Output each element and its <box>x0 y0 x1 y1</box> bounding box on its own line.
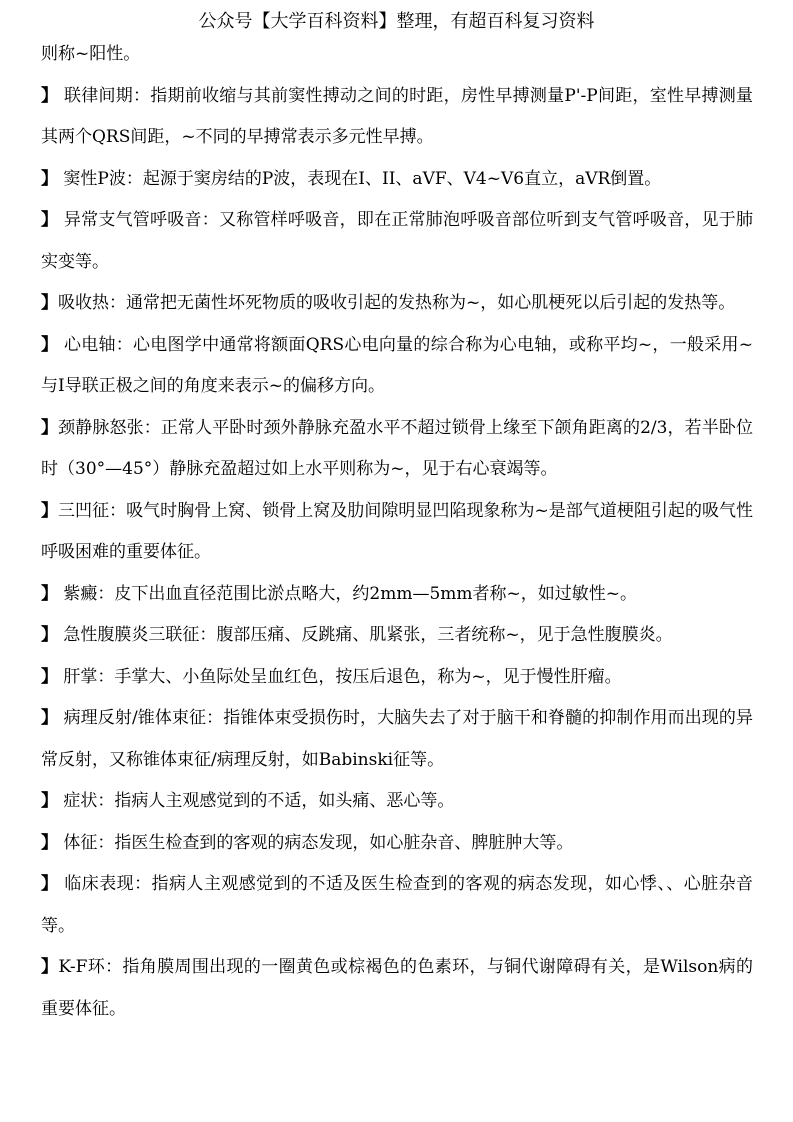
entry-text: 症状：指病人主观感觉到的不适，如头痛、恶心等。 <box>63 791 455 811</box>
document-body <box>41 34 753 1030</box>
entry-paragraph-5 <box>41 325 753 408</box>
entry-text: 颈静脉怒张：正常人平卧时颈外静脉充盈水平不超过锁骨上缘至下颌角距离的2/3，若半卧位时（30°—45°）静脉充盈超过如上水平则称为~，见于右心衰竭等。 <box>41 417 754 479</box>
entry-marker: 】 <box>41 666 58 687</box>
entry-paragraph-12 <box>41 781 753 823</box>
entry-paragraph-7 <box>41 491 753 574</box>
entry-paragraph-8 <box>41 574 753 616</box>
entry-marker: 】 <box>41 583 58 604</box>
entry-paragraph-13 <box>41 823 753 865</box>
entry-paragraph-6 <box>41 408 753 491</box>
entry-text: 心电轴：心电图学中通常将额面QRS心电向量的综合称为心电轴，或称平均~，一般采用~与I导联正极之间的角度来表示~的偏移方向。 <box>41 334 754 396</box>
entry-text: 三凹征：吸气时胸骨上窝、锁骨上窝及肋间隙明显凹陷现象称为~是部气道梗阻引起的吸气性呼吸困难的重要体征。 <box>41 500 754 562</box>
lead-paragraph: 则称~阳性。 <box>41 44 141 64</box>
entry-marker: 】 <box>41 791 58 811</box>
entry-text: 窦性P波：起源于窦房结的P波，表现在I、II、aVF、V4~V6直立，aVR倒置。 <box>63 168 662 189</box>
entry-marker: 】 <box>41 417 59 438</box>
entry-marker: 】 <box>41 293 58 313</box>
entry-text: 紫癜：皮下出血直径范围比淤点略大，约2mm—5mm者称~，如过敏性~。 <box>63 583 638 604</box>
entry-text: 异常支气管呼吸音：又称管样呼吸音，即在正常肺泡呼吸音部位听到支气管呼吸音，见于肺实变等。 <box>41 210 753 272</box>
entry-paragraph-2 <box>41 159 753 201</box>
entry-marker: 】 <box>41 500 59 521</box>
entry-marker: 】 <box>41 708 59 728</box>
entry-marker: 】 <box>41 85 59 106</box>
entry-marker: 】 <box>41 334 59 355</box>
entry-marker: 】 <box>41 957 59 977</box>
entry-text: 肝掌：手掌大、小鱼际处呈血红色，按压后退色，称为~，见于慢性肝瘤。 <box>63 666 622 687</box>
entry-paragraph-14 <box>41 864 753 947</box>
entry-text: 联律间期：指期前收缩与其前窦性搏动之间的时距，房性早搏测量P'-P间距，室性早搏测量其两个QRS间距，~不同的早搏常表示多元性早搏。 <box>41 85 754 147</box>
entry-marker: 】 <box>41 874 59 894</box>
entry-text: K-F环：指角膜周围出现的一圈黄色或棕褐色的色素环，与铜代谢障碍有关，是Wilson病的重要体征。 <box>41 957 753 1019</box>
entry-text: 体征：指医生检查到的客观的病态发现，如心脏杂音、脾脏肿大等。 <box>63 832 574 853</box>
entry-paragraph-11 <box>41 698 753 781</box>
entry-marker: 】 <box>41 210 59 230</box>
entry-text: 临床表现：指病人主观感觉到的不适及医生检查到的客观的病态发现，如心悸、、心脏杂音等。 <box>41 874 754 936</box>
entry-marker: 】 <box>41 832 58 853</box>
entry-paragraph-4 <box>41 283 753 325</box>
entry-paragraph-1 <box>41 76 753 159</box>
entry-text: 病理反射/锥体束征：指锥体束受损伤时，大脑失去了对于脑干和脊髓的抑制作用而出现的异常反射，又称锥体束征/病理反射，如Babinski征等。 <box>41 708 753 770</box>
entry-paragraph-10 <box>41 657 753 699</box>
entry-paragraph-3 <box>41 200 753 283</box>
entry-paragraph-15 <box>41 947 753 1030</box>
entry-text: 急性腹膜炎三联征：腹部压痛、反跳痛、肌紧张，三者统称~，见于急性腹膜炎。 <box>63 625 673 645</box>
page-header <box>0 10 793 34</box>
entry-paragraph-9 <box>41 615 753 657</box>
entry-text: 吸收热：通常把无菌性坏死物质的吸收引起的发热称为~，如心肌梗死以后引起的发热等。 <box>58 293 736 313</box>
entry-marker: 】 <box>41 625 58 645</box>
header-title: 公众号【大学百科资料】整理，有超百科复习资料 <box>198 11 595 32</box>
entry-marker: 】 <box>41 168 58 189</box>
